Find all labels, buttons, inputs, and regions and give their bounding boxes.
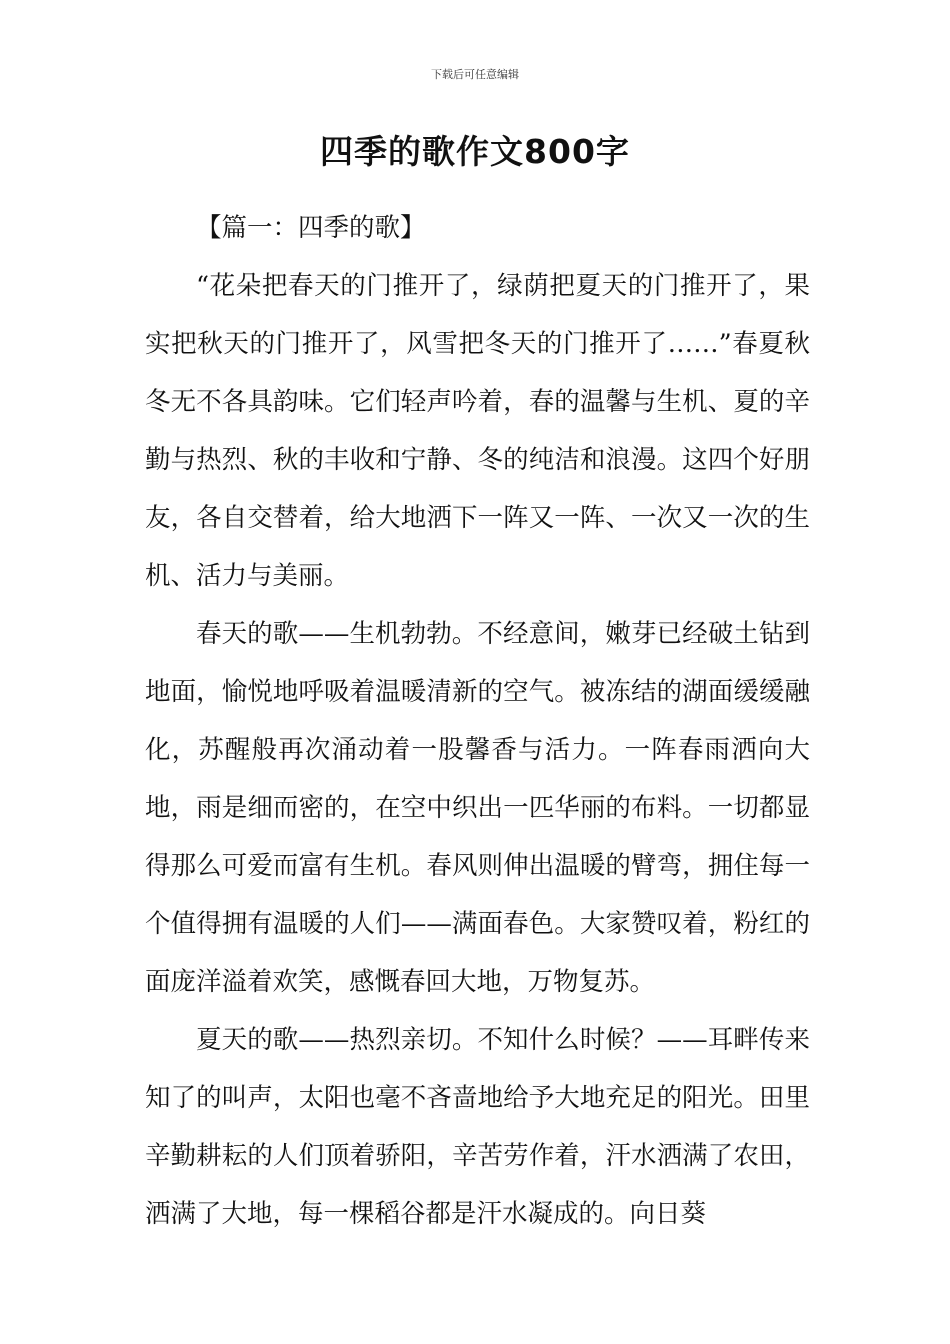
header-note: 下载后可任意编辑 — [431, 68, 519, 81]
document-title: 四季的歌作文800字 — [320, 132, 630, 171]
paragraph-intro: “花朵把春天的门推开了，绿荫把夏天的门推开了，果实把秋天的门推开了，风雪把冬天的门推开了……”春夏秋冬无不各具韵味。它们轻声吟着，春的温馨与生机、夏的辛勤与热烈、秋的丰收和宁静、冬的纯洁和浪漫。这四个好朋友，各自交替着，给大地洒下一阵又一阵、一次又一次的生机、活力与美丽。 — [145, 271, 810, 591]
paragraph-spring: 春天的歌——生机勃勃。不经意间，嫩芽已经破土钻到地面，愉悦地呼吸着温暖清新的空气。被冻结的湖面缓缓融化，苏醒般再次涌动着一股馨香与活力。一阵春雨洒向大地，雨是细而密的，在空中织出一匹华丽的布料。一切都显得那么可爱而富有生机。春风则伸出温暖的臂弯，拥住每一个值得拥有温暖的人们——满面春色。大家赞叹着，粉红的面庞洋溢着欢笑，感慨春回大地，万物复苏。 — [145, 619, 810, 997]
paragraph-summer: 夏天的歌——热烈亲切。不知什么时候？——耳畔传来知了的叫声，太阳也毫不吝啬地给予大地充足的阳光。田里辛勤耕耘的人们顶着骄阳，辛苦劳作着，汗水洒满了农田，洒满了大地，每一棵稻谷都是汗水凝成的。向日葵 — [145, 1025, 810, 1229]
document-body — [145, 199, 810, 1243]
section-heading: 【篇一：四季的歌】 — [196, 213, 426, 243]
